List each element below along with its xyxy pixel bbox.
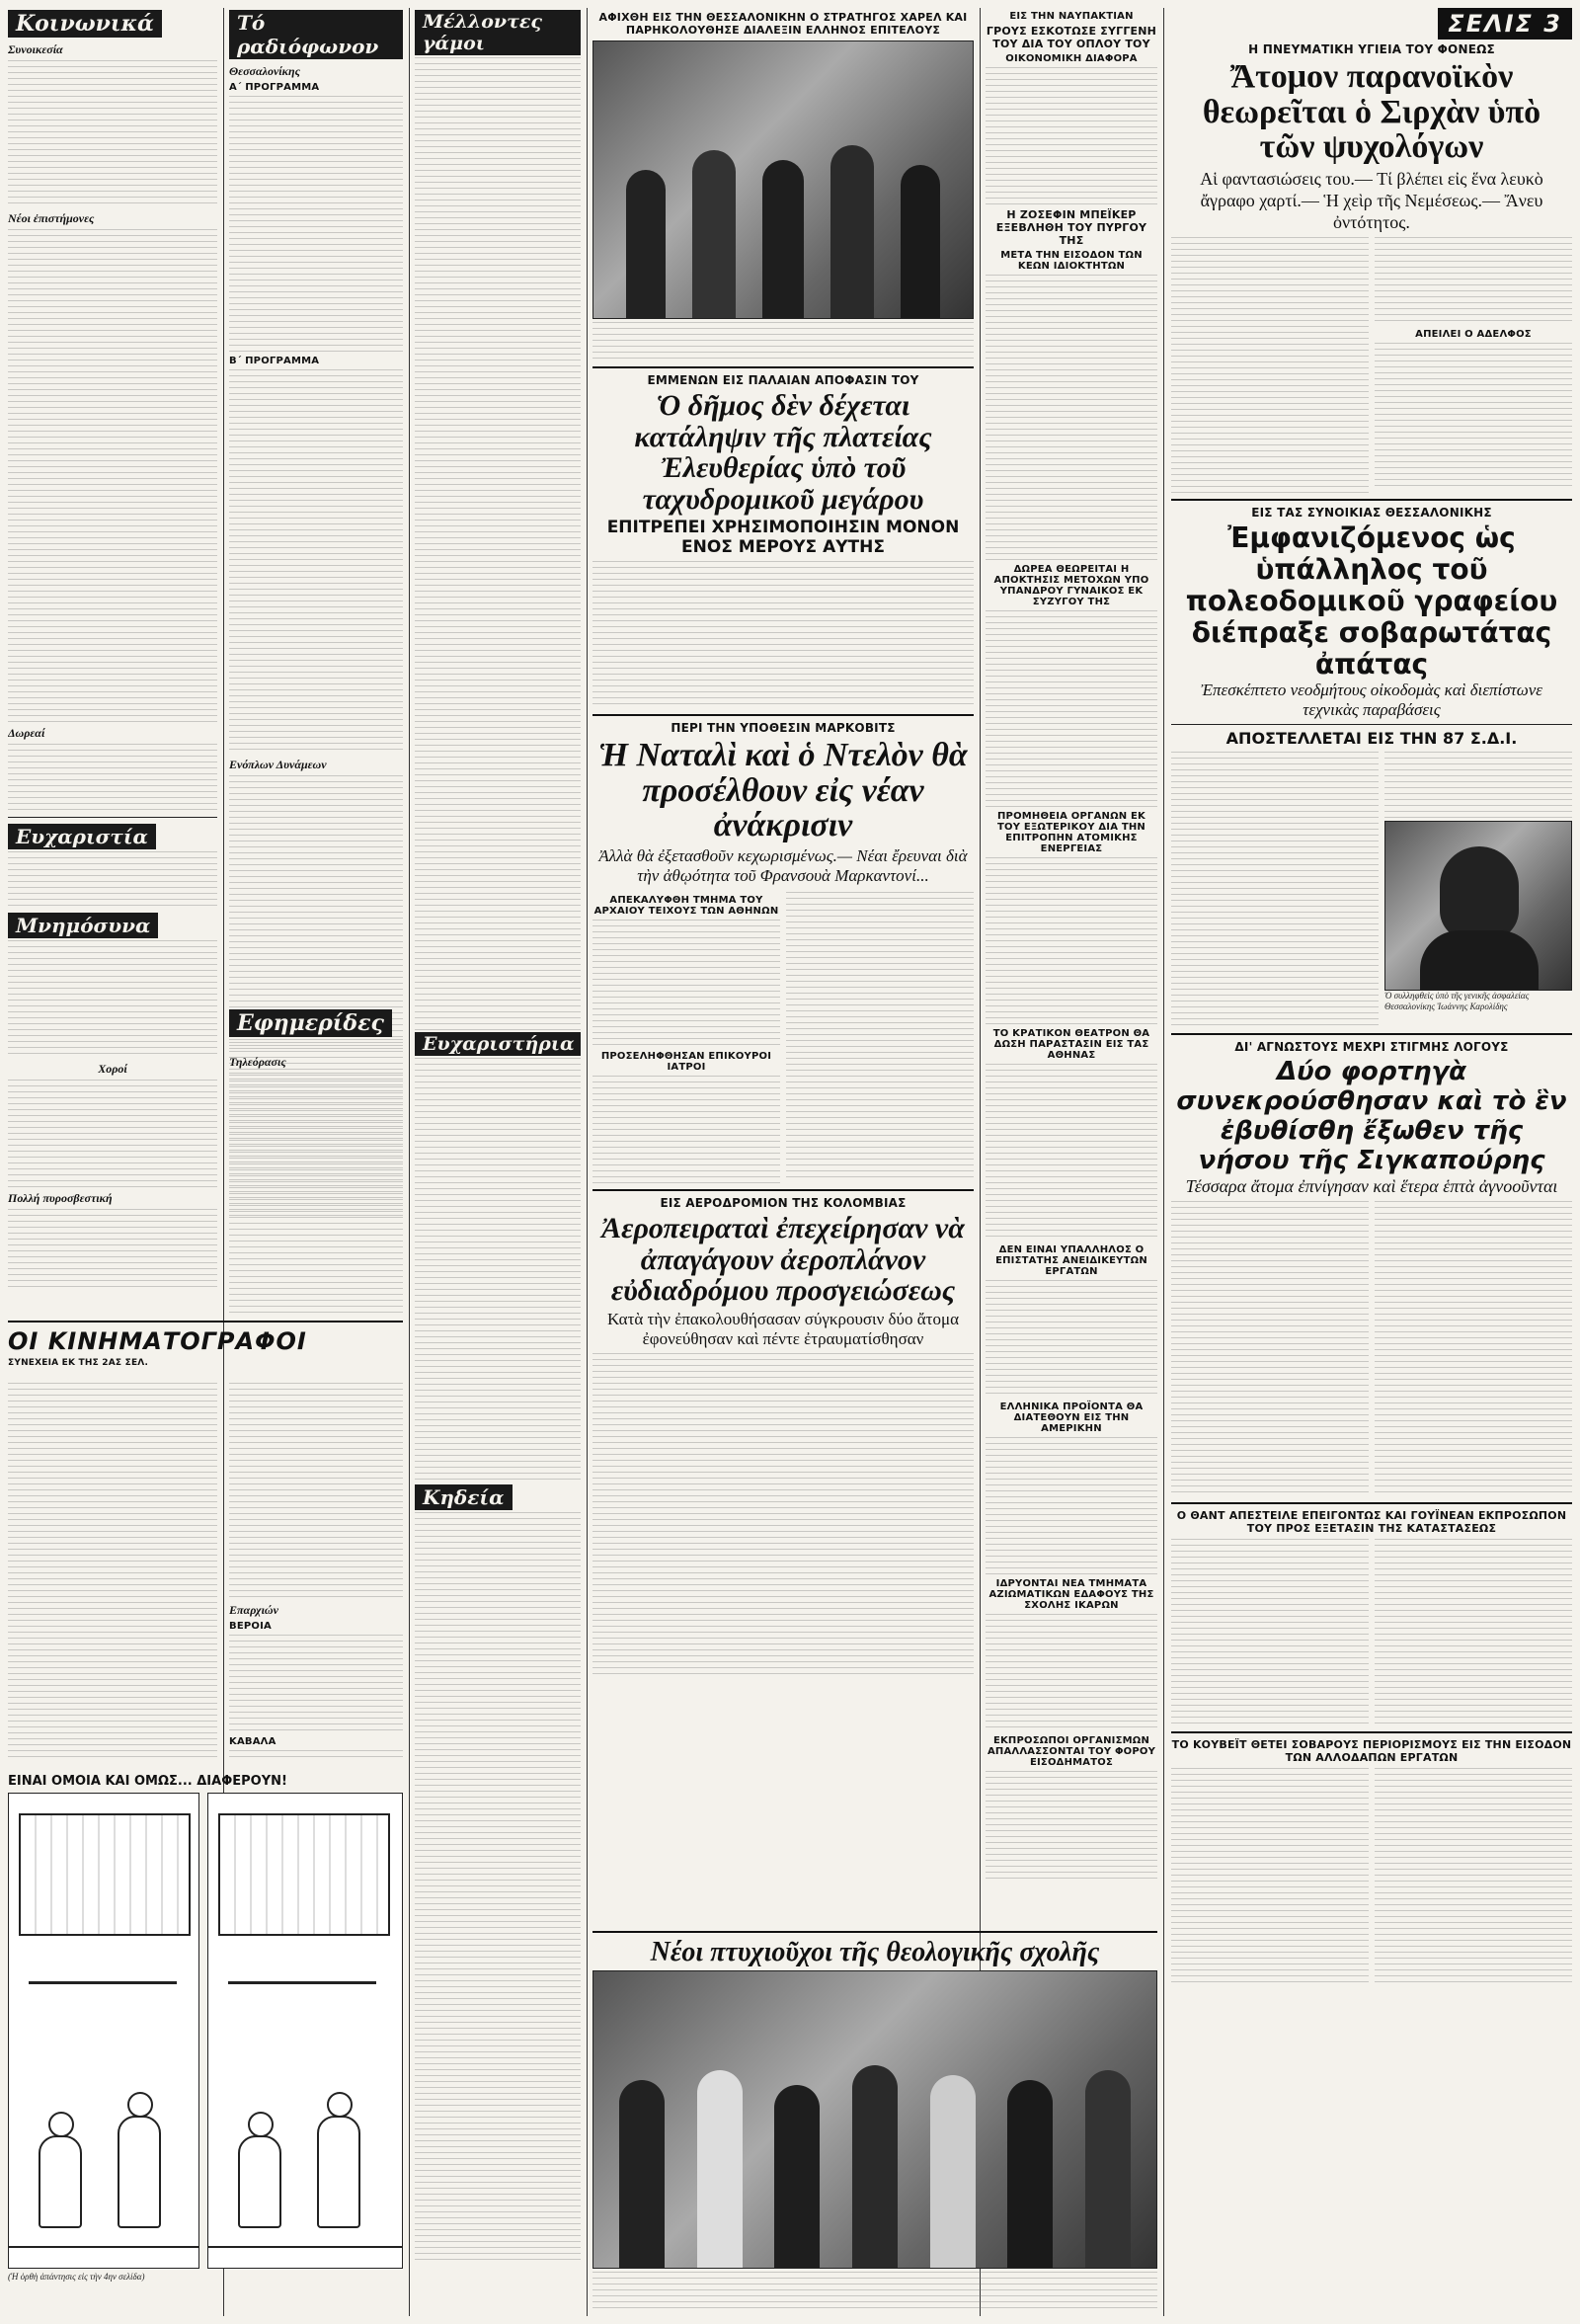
brief-heading: ΠΡΟΜΗΘΕΙΑ ΟΡΓΑΝΩΝ ΕΚ ΤΟΥ ΕΞΩΤΕΡΙΚΟΥ ΔΙΑ ΤΗΝ ΕΠΙΤΡΟΠΗΝ ΑΤΟΜΙΚΗΣ ΕΝΕΡΓΕΙΑΣ xyxy=(996,811,1146,854)
article-text xyxy=(592,561,974,709)
brief-heading: Η ΖΟΣΕΦΙΝ ΜΠΕΪΚΕΡ ΕΞΕΒΛΗΘΗ ΤΟΥ ΠΥΡΓΟΥ ΤΗΣ xyxy=(995,208,1147,247)
brief-heading: ΙΔΡΥΟΝΤΑΙ ΝΕΑ ΤΜΗΜΑΤΑ ΑΖΙΩΜΑΤΙΚΩΝ ΕΔΑΦΟΥΣ ΤΗΣ ΣΧΟΛΗΣ ΙΚΑΡΩΝ xyxy=(988,1578,1154,1611)
cinema-subtitle: ΣΥΝΕΧΕΙΑ ΕΚ ΤΗΣ 2ΑΣ ΣΕΛ. xyxy=(8,1358,149,1368)
page-number-masthead: ΣΕΛΙΣ 3 xyxy=(1438,8,1572,40)
article-text xyxy=(1171,237,1369,494)
story-kicker: ΤΟ ΚΟΥΒΕΪΤ ΘΕΤΕΙ ΣΟΒΑΡΟΥΣ ΠΕΡΙΟΡΙΣΜΟΥΣ ΕΙΣ ΤΗΝ ΕΙΣΟΔΟΝ ΤΩΝ ΑΛΛΟΔΑΠΩΝ ΕΡΓΑΤΩΝ xyxy=(1171,1738,1572,1765)
story-subheadline: Τέσσαρα ἄτομα ἐπνίγησαν καὶ ἕτερα ἑπτὰ ἀγνοοῦνται xyxy=(1185,1176,1558,1197)
article-text xyxy=(986,610,1157,808)
article-text xyxy=(1375,1539,1572,1726)
graduates-photo xyxy=(592,1970,1157,2269)
article-text xyxy=(986,1064,1157,1242)
cartoon-section xyxy=(8,1774,403,2283)
article-text xyxy=(986,1614,1157,1732)
brief-heading: ΤΟ ΚΡΑΤΙΚΟΝ ΘΕΑΤΡΟΝ ΘΑ ΔΩΣΗ ΠΑΡΑΣΤΑΣΙΝ ΕΙΣ ΤΑΣ ΑΘΗΝΑΣ xyxy=(992,1028,1150,1061)
article-text xyxy=(986,1771,1157,1880)
photo-caption: Ὁ συλληφθεὶς ὑπὸ τῆς γενικῆς ἀσφαλείας Θεσσαλονίκης Ἰωάννης Καρολίδης xyxy=(1384,991,1530,1012)
brief-heading: ΕΚΠΡΟΣΩΠΟΙ ΟΡΓΑΝΙΣΜΩΝ ΑΠΑΛΛΑΣΣΟΝΤΑΙ ΤΟΥ ΦΟΡΟΥ ΕΙΣΟΔΗΜΑΤΟΣ xyxy=(987,1735,1156,1768)
article-text xyxy=(8,940,217,1059)
section-memorials: Μνημόσυνα xyxy=(8,913,158,938)
article-text xyxy=(1375,237,1572,326)
article-text xyxy=(8,851,217,911)
section-newspapers: Εφημερίδες xyxy=(229,1009,392,1037)
photo-caption xyxy=(592,2272,1157,2313)
story-kicker: ΠΕΡΙ ΤΗΝ ΥΠΟΘΕΣΙΝ ΜΑΡΚΟΒΙΤΣ xyxy=(671,721,896,735)
article-text xyxy=(1375,343,1572,491)
photo-caption xyxy=(592,322,974,361)
cartoon-panel-right xyxy=(207,1793,403,2269)
subsection-heading: Θεσσαλονίκης xyxy=(229,64,300,78)
brief-heading: ΓΡΟΥΣ ΕΣΚΟΤΩΣΕ ΣΥΓΓΕΝΗ ΤΟΥ ΔΙΑ ΤΟΥ ΟΠΛΟΥ ΤΟΥ xyxy=(986,25,1157,50)
theology-story xyxy=(592,1926,1157,2313)
brief-subheading: ΟΙΚΟΝΟΜΙΚΗ ΔΙΑΦΟΡΑ xyxy=(1005,53,1138,64)
city-heading: ΒΕΡΟΙΑ xyxy=(229,1621,272,1632)
subsection-heading: Πολλή πυροσβεστική xyxy=(8,1191,113,1205)
article-text xyxy=(1384,752,1572,821)
story-kicker: ΕΙΣ ΑΕΡΟΔΡΟΜΙΟΝ ΤΗΣ ΚΟΛΟΜΒΙΑΣ xyxy=(660,1196,907,1211)
cartoon-panel-left xyxy=(8,1793,199,2269)
subsection-heading: Δωρεαί xyxy=(8,726,45,740)
story-subheadline: Ἀλλὰ θὰ ἐξετασθοῦν κεχωρισμένως.— Νέαι ἔρευναι διὰ τὴν ἀθῳότητα τοῦ Φρανσουὰ Μαρκαντονί... xyxy=(598,846,968,886)
article-text xyxy=(415,1512,581,2263)
article-text xyxy=(8,1080,217,1188)
story-kicker: ΕΜΜΕΝΩΝ ΕΙΣ ΠΑΛΑΙΑΝ ΑΠΟΦΑΣΙΝ ΤΟΥ xyxy=(647,373,919,387)
brief-heading: ΑΠΕΙΛΕΙ Ο ΑΔΕΛΦΟΣ xyxy=(1415,329,1532,341)
story-headline: Ἄτομον παρανοϊκὸν θεωρεῖται ὁ Σιρχὰν ὑπὸ τῶν ψυχολόγων xyxy=(1202,58,1541,166)
article-text xyxy=(986,857,1157,1025)
section-radio: Τό ραδιόφωνον xyxy=(229,10,403,59)
cinema-listings xyxy=(229,1383,403,1600)
cartoon-title: ΕΙΝΑΙ ΟΜΟΙΑ ΚΑΙ ΟΜΩΣ... ΔΙΑΦΕΡΟΥΝ! xyxy=(8,1774,287,1789)
story-kicker: ΕΙΣ ΤΑΣ ΣΥΝΟΙΚΙΑΣ ΘΕΣΣΑΛΟΝΙΚΗΣ xyxy=(1251,506,1492,521)
brief-heading: ΕΛΛΗΝΙΚΑ ΠΡΟΪΟΝΤΑ ΘΑ ΔΙΑΤΕΘΟΥΝ ΕΙΣ ΤΗΝ ΑΜΕΡΙΚΗΝ xyxy=(999,1402,1144,1434)
article-text xyxy=(415,57,581,1030)
column-rule xyxy=(409,8,410,2316)
article-text xyxy=(8,1209,217,1288)
brief-heading: ΠΡΟΣΕΛΗΦΘΗΣΑΝ ΕΠΙΚΟΥΡΟΙ ΙΑΤΡΟΙ xyxy=(600,1051,772,1074)
story-headline: Ἀεροπειραταὶ ἐπεχείρησαν νὰ ἀπαγάγουν ἀεροπλάνον εὐδιαδρόμου προσγειώσεως xyxy=(601,1212,965,1308)
program-heading: Β΄ ΠΡΟΓΡΑΜΜΑ xyxy=(229,356,320,366)
column-3 xyxy=(415,8,581,2316)
story-subheadline: Αἱ φαντασιώσεις του.— Τί βλέπει εἰς ἕνα λευκὸ ἄγραφο χαρτί.— Ἡ χεὶρ τῆς Νεμέσεως.— Ἄνευ ὀντότητος. xyxy=(1200,169,1543,233)
article-text xyxy=(592,920,780,1048)
article-text xyxy=(8,229,217,723)
article-text xyxy=(1171,752,1379,1028)
story-subheadline: ΕΠΙΤΡΕΠΕΙ ΧΡΗΣΙΜΟΠΟΙΗΣΙΝ ΜΟΝΟΝ ΕΝΟΣ ΜΕΡΟΥΣ ΑΥΤΗΣ xyxy=(606,518,960,557)
subsection-heading: Επαρχιών xyxy=(229,1603,278,1617)
article-text xyxy=(1375,1768,1572,1985)
cinema-listings xyxy=(8,1383,217,1758)
article-text xyxy=(1171,1201,1369,1497)
article-text xyxy=(986,1280,1157,1399)
story-headline: Νέοι πτυχιοῦχοι τῆς θεολογικῆς σχολῆς xyxy=(650,1937,1100,1967)
article-text xyxy=(986,275,1157,561)
brief-subheading: ΜΕΤΑ ΤΗΝ ΕΙΣΟΔΟΝ ΤΩΝ ΚΕΩΝ ΙΔΙΟΚΤΗΤΩΝ xyxy=(1000,250,1143,272)
story-subheadline: Ἐπεσκέπτετο νεοδμήτους οἰκοδομὰς καὶ διεπίστωνε τεχνικὰς παραβάσεις xyxy=(1200,681,1542,720)
story-kicker: Ο ΘΑΝΤ ΑΠΕΣΤΕΙΛΕ ΕΠΕΙΓΟΝΤΩΣ ΚΑΙ ΓΟΥΪΝΕΑΝ ΕΚΠΡΟΣΩΠΟΝ ΤΟΥ ΠΡΟΣ ΕΞΕΤΑΣΙΝ ΤΗΣ ΚΑΤΑΣΤΑΣΕΩΣ xyxy=(1176,1509,1567,1536)
article-text xyxy=(8,60,217,208)
column-rule xyxy=(1163,8,1164,2316)
story-kicker: ΑΠΟΣΤΕΛΛΕΤΑΙ ΕΙΣ ΤΗΝ 87 Σ.Δ.Ι. xyxy=(1225,729,1518,749)
section-acknowledgements: Ευχαριστήρια xyxy=(415,1032,581,1056)
article-text xyxy=(986,67,1157,205)
brief-heading: ΑΠΕΚΑΛΥΦΘΗ ΤΜΗΜΑ ΤΟΥ ΑΡΧΑΙΟΥ ΤΕΙΧΟΥΣ ΤΩΝ ΑΘΗΝΩΝ xyxy=(593,895,779,918)
cartoon-caption: (Ἡ ὀρθὴ ἀπάντησις εἰς τὴν 4ην σελίδα) xyxy=(8,2272,145,2282)
article-text xyxy=(592,1353,974,1679)
section-social: Κοινωνικά xyxy=(8,10,162,38)
article-text xyxy=(8,744,217,813)
article-text xyxy=(229,1750,403,1761)
column-rule xyxy=(587,8,588,2316)
story-kicker: ΔΙ' ΑΓΝΩΣΤΟΥΣ ΜΕΧΡΙ ΣΤΙΓΜΗΣ ΛΟΓΟΥΣ xyxy=(1234,1040,1509,1055)
article-text xyxy=(1375,1201,1572,1497)
subsection-heading: Ενόπλων Δυνάμεων xyxy=(229,758,327,771)
article-text xyxy=(1171,1539,1369,1726)
story-headline: Δύο φορτηγὰ συνεκρούσθησαν καὶ τὸ ἓν ἐβυθίσθη ἔξωθεν τῆς νήσου τῆς Σιγκαπούρης xyxy=(1176,1057,1567,1176)
article-text xyxy=(229,1039,403,1316)
photo-headline: ΑΦΙΧΘΗ ΕΙΣ ΤΗΝ ΘΕΣΣΑΛΟΝΙΚΗΝ Ο ΣΤΡΑΤΗΓΟΣ ΧΑΡΕΛ ΚΑΙ ΠΑΡΗΚΟΛΟΥΘΗΣΕ ΔΙΑΛΕΞΙΝ ΕΛΛΗΝΟΣ ΕΠΙΤΕΛΟΥΣ xyxy=(598,11,968,37)
article-text xyxy=(229,96,403,353)
brief-kicker: ΕΙΣ ΤΗΝ ΝΑΥΠΑΚΤΙΑΝ xyxy=(1009,11,1134,22)
city-heading: ΚΑΒΑΛΑ xyxy=(229,1736,276,1747)
story-headline: Ὁ δῆμος δὲν δέχεται κατάληψιν τῆς πλατείας Ἐλευθερίας ὑπὸ τοῦ ταχυδρομικοῦ μεγάρου xyxy=(634,389,932,516)
article-text xyxy=(986,1437,1157,1575)
article-text xyxy=(229,1635,403,1733)
subsection-heading: Συνοικεσία xyxy=(8,42,63,56)
section-weddings: Μέλλοντες γάμοι xyxy=(415,10,581,55)
column-2-listings xyxy=(229,1383,403,1761)
article-text xyxy=(786,892,974,1184)
brief-heading: ΔΕΝ ΕΙΝΑΙ ΥΠΑΛΛΗΛΟΣ Ο ΕΠΙΣΤΑΤΗΣ ΑΝΕΙΔΙΚΕΥΤΩΝ ΕΡΓΑΤΩΝ xyxy=(995,1244,1147,1277)
program-heading: Α΄ ΠΡΟΓΡΑΜΜΑ xyxy=(229,82,320,93)
article-text xyxy=(592,1076,780,1184)
suspect-photo xyxy=(1384,821,1572,991)
story-subheadline: Κατὰ τὴν ἐπακολουθήσασαν σύγκρουσιν δύο ἄτομα ἐφονεύθησαν καὶ πέντε ἐτραυματίσθησαν xyxy=(607,1309,959,1348)
news-photo xyxy=(592,40,974,319)
subsection-heading: Τηλεόρασις xyxy=(229,1055,286,1069)
subsection-heading: Νέοι ἐπιστήμονες xyxy=(8,211,95,225)
brief-heading: ΔΩΡΕΑ ΘΕΩΡΕΙΤΑΙ Η ΑΠΟΚΤΗΣΙΣ ΜΕΤΟΧΩΝ ΥΠΟ ΥΠΑΝΔΡΟΥ ΓΥΝΑΙΚΟΣ ΕΚ ΣΥΖΥΓΟΥ ΤΗΣ xyxy=(993,564,1149,607)
section-funeral: Κηδεία xyxy=(415,1484,513,1510)
story-kicker: Η ΠΝΕΥΜΑΤΙΚΗ ΥΓΙΕΙΑ ΤΟΥ ΦΟΝΕΩΣ xyxy=(1248,42,1495,56)
section-thanks: Ευχαριστία xyxy=(8,824,156,849)
subsection-heading: Χοροί xyxy=(98,1062,127,1076)
story-headline: Ἡ Ναταλὶ καὶ ὁ Ντελὸν θὰ προσέλθουν εἰς νέαν ἀνάκρισιν xyxy=(598,737,968,844)
story-headline: Ἐμφανιζόμενος ὡς ὑπάλληλος τοῦ πολεοδομικοῦ γραφείου διέπραξε σοβαρωτάτας ἀπάτας xyxy=(1185,521,1558,681)
article-text xyxy=(1171,1768,1369,1985)
article-text xyxy=(415,1058,581,1483)
cinema-title: ΟΙ ΚΙΝΗΜΑΤΟΓΡΑΦΟΙ xyxy=(8,1327,307,1355)
column-6 xyxy=(1171,8,1572,2316)
column-5 xyxy=(986,8,1157,1909)
article-text xyxy=(229,369,403,755)
